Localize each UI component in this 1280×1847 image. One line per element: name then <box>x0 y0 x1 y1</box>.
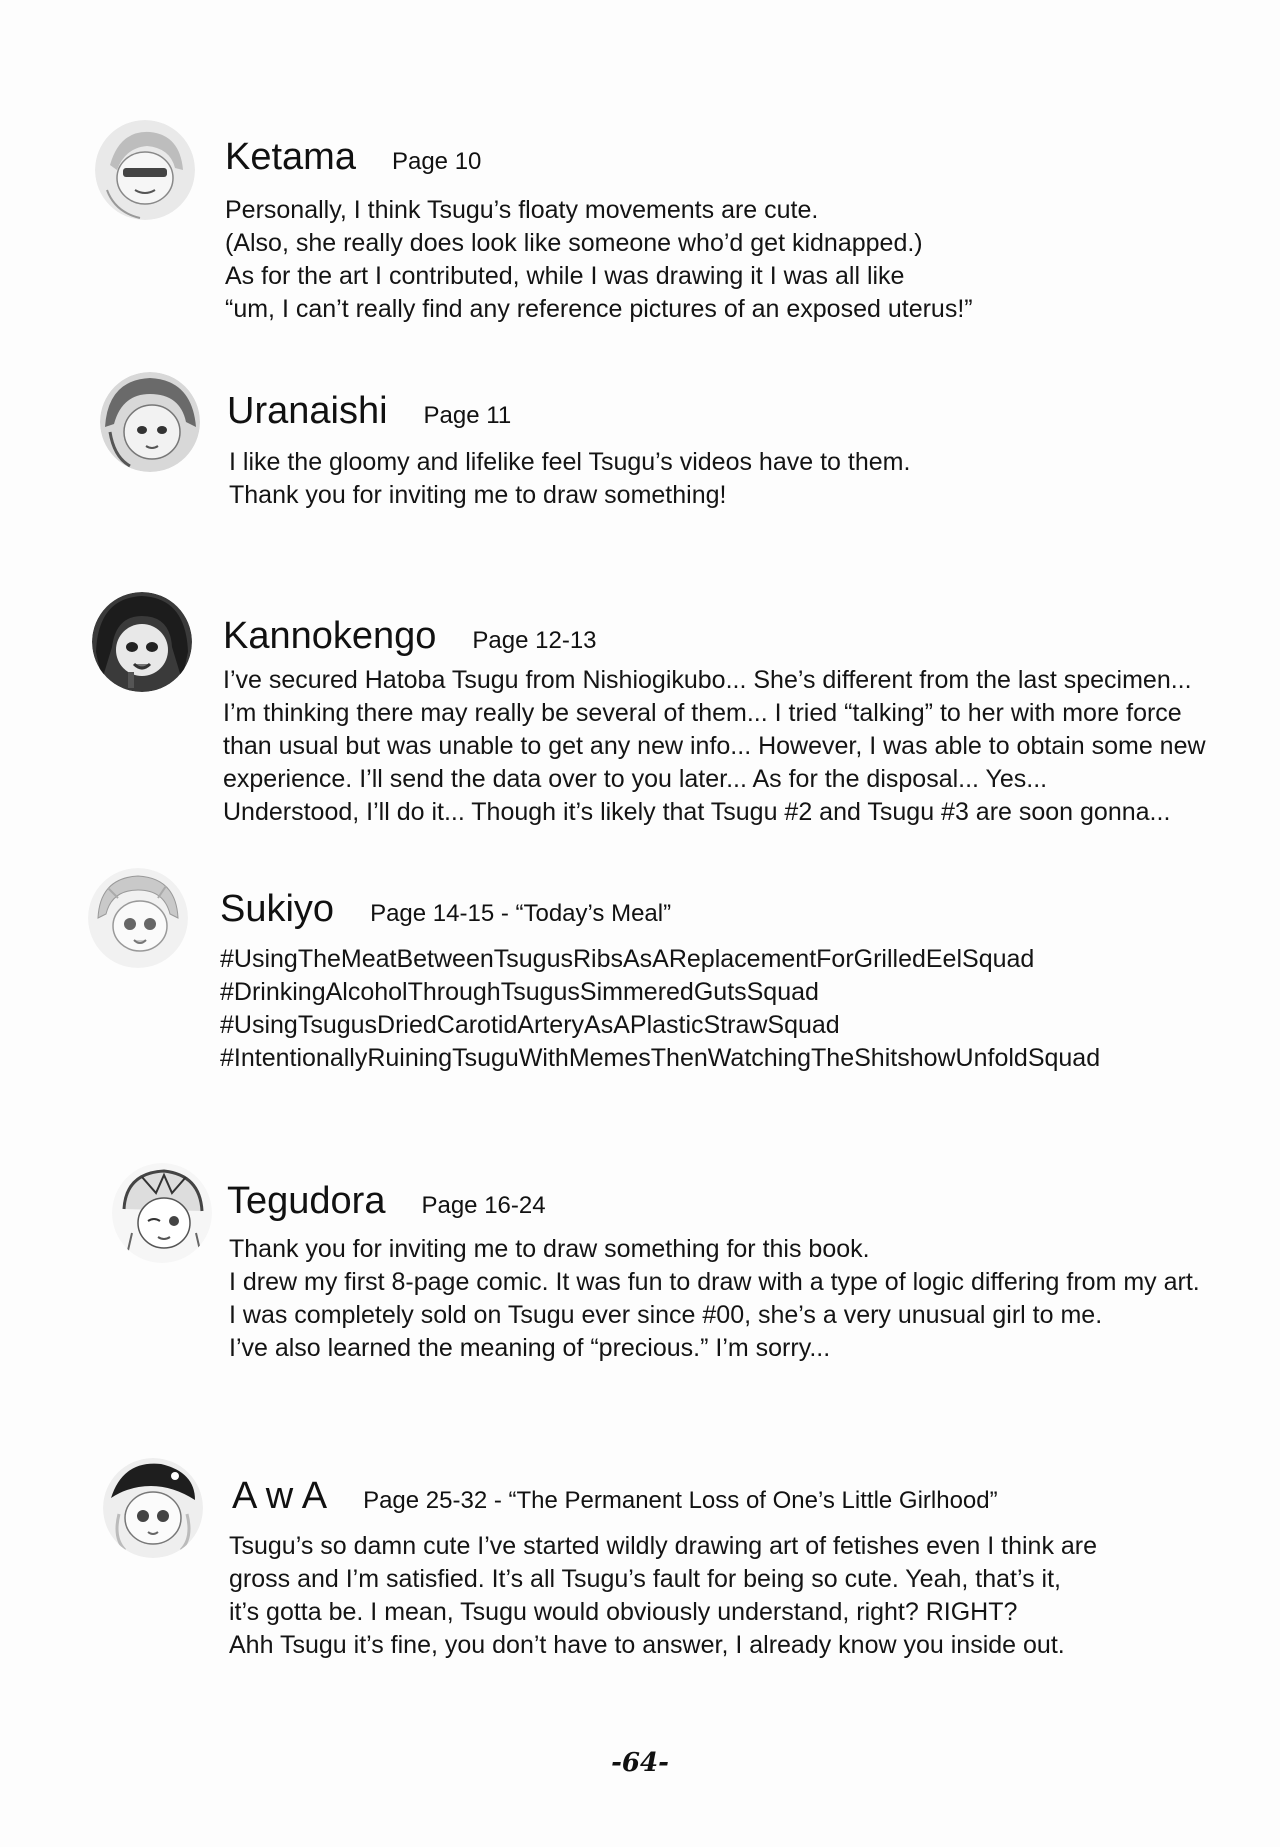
contributor-name: Uranaishi <box>227 390 388 432</box>
page-reference: Page 12-13 <box>472 627 597 654</box>
comment-line: gross and I’m satisfied. It’s all Tsugu’s fault for being so cute. Yeah, that’s it, <box>229 1565 1061 1593</box>
comment-line: #UsingTheMeatBetweenTsugusRibsAsAReplacementForGrilledEelSquad <box>220 945 1035 973</box>
comment-text <box>225 194 973 326</box>
comment-line: Thank you for inviting me to draw something for this book. <box>229 1235 870 1263</box>
contributor-name: Kannokengo <box>223 615 437 657</box>
page-reference: Page 11 <box>423 402 512 429</box>
comment-line: experience. I’ll send the data over to you later... As for the disposal... Yes... <box>223 765 1048 793</box>
avatar-awa <box>103 1458 203 1558</box>
comment-line: I’ve secured Hatoba Tsugu from Nishiogikubo... She’s different from the last specimen... <box>223 666 1192 694</box>
comment-line: #DrinkingAlcoholThroughTsugusSimmeredGutsSquad <box>220 978 819 1006</box>
avatar-line-icon <box>112 1163 212 1263</box>
comment-line: I’ve also learned the meaning of “precious.” I’m sorry... <box>229 1334 831 1362</box>
comment-line: “um, I can’t really find any reference pictures of an exposed uterus!” <box>225 295 973 323</box>
page-reference: Page 25-32 - “The Permanent Loss of One’s Little Girlhood” <box>363 1487 998 1514</box>
avatar-kannokengo <box>92 592 192 692</box>
avatar-light-icon <box>88 868 188 968</box>
comment-line: it’s gotta be. I mean, Tsugu would obviously understand, right? RIGHT? <box>229 1598 1018 1626</box>
comment-line: I’m thinking there may really be several of them... I tried “talking” to her with more force <box>223 699 1182 727</box>
comment-line: As for the art I contributed, while I was drawing it I was all like <box>225 262 905 290</box>
comment-line: than usual but was unable to get any new info... However, I was able to obtain some new <box>223 732 1206 760</box>
avatar-sukiyo <box>88 868 188 968</box>
comment-text <box>223 664 1206 829</box>
contributor-name: Ketama <box>225 136 356 178</box>
comment-text <box>220 943 1100 1075</box>
avatar-cap-icon <box>103 1458 203 1558</box>
page-number: -64- <box>611 1748 669 1778</box>
avatar-ketama <box>95 120 195 220</box>
avatar-dark-icon <box>92 592 192 692</box>
comment-line: #IntentionallyRuiningTsuguWithMemesThenWatchingTheShitshowUnfoldSquad <box>220 1044 1101 1072</box>
contributor-name: Sukiyo <box>220 888 335 930</box>
comment-line: Personally, I think Tsugu’s floaty movements are cute. <box>225 196 819 224</box>
comment-line: I was completely sold on Tsugu ever since #00, she’s a very unusual girl to me. <box>229 1301 1103 1329</box>
comment-text <box>229 1233 1200 1365</box>
avatar-tone-icon <box>100 372 200 472</box>
avatar-uranaishi <box>100 372 200 472</box>
page-reference: Page 10 <box>391 148 482 175</box>
comment-line: Thank you for inviting me to draw something! <box>229 481 727 509</box>
page-reference: Page 16-24 <box>421 1192 546 1219</box>
comment-line: (Also, she really does look like someone who’d get kidnapped.) <box>225 229 923 257</box>
avatar-tegudora <box>112 1163 212 1263</box>
avatar-sketch-icon <box>95 120 195 220</box>
comment-line: Understood, I’ll do it... Though it’s likely that Tsugu #2 and Tsugu #3 are soon gonna... <box>223 798 1171 826</box>
comment-line: Ahh Tsugu it’s fine, you don’t have to answer, I already know you inside out. <box>229 1631 1065 1659</box>
page-reference: Page 14-15 - “Today’s Meal” <box>370 900 672 927</box>
contributor-name: A w A <box>232 1475 328 1517</box>
comment-line: I like the gloomy and lifelike feel Tsugu’s videos have to them. <box>229 448 911 476</box>
comment-line: I drew my first 8-page comic. It was fun to draw with a type of logic differing from my art. <box>229 1268 1200 1296</box>
contributor-name: Tegudora <box>227 1180 386 1222</box>
comment-line: Tsugu’s so damn cute I’ve started wildly drawing art of fetishes even I think are <box>229 1532 1098 1560</box>
comment-line: #UsingTsugusDriedCarotidArteryAsAPlasticStrawSquad <box>220 1011 840 1039</box>
comment-text <box>229 1530 1097 1662</box>
comment-text <box>229 446 910 512</box>
